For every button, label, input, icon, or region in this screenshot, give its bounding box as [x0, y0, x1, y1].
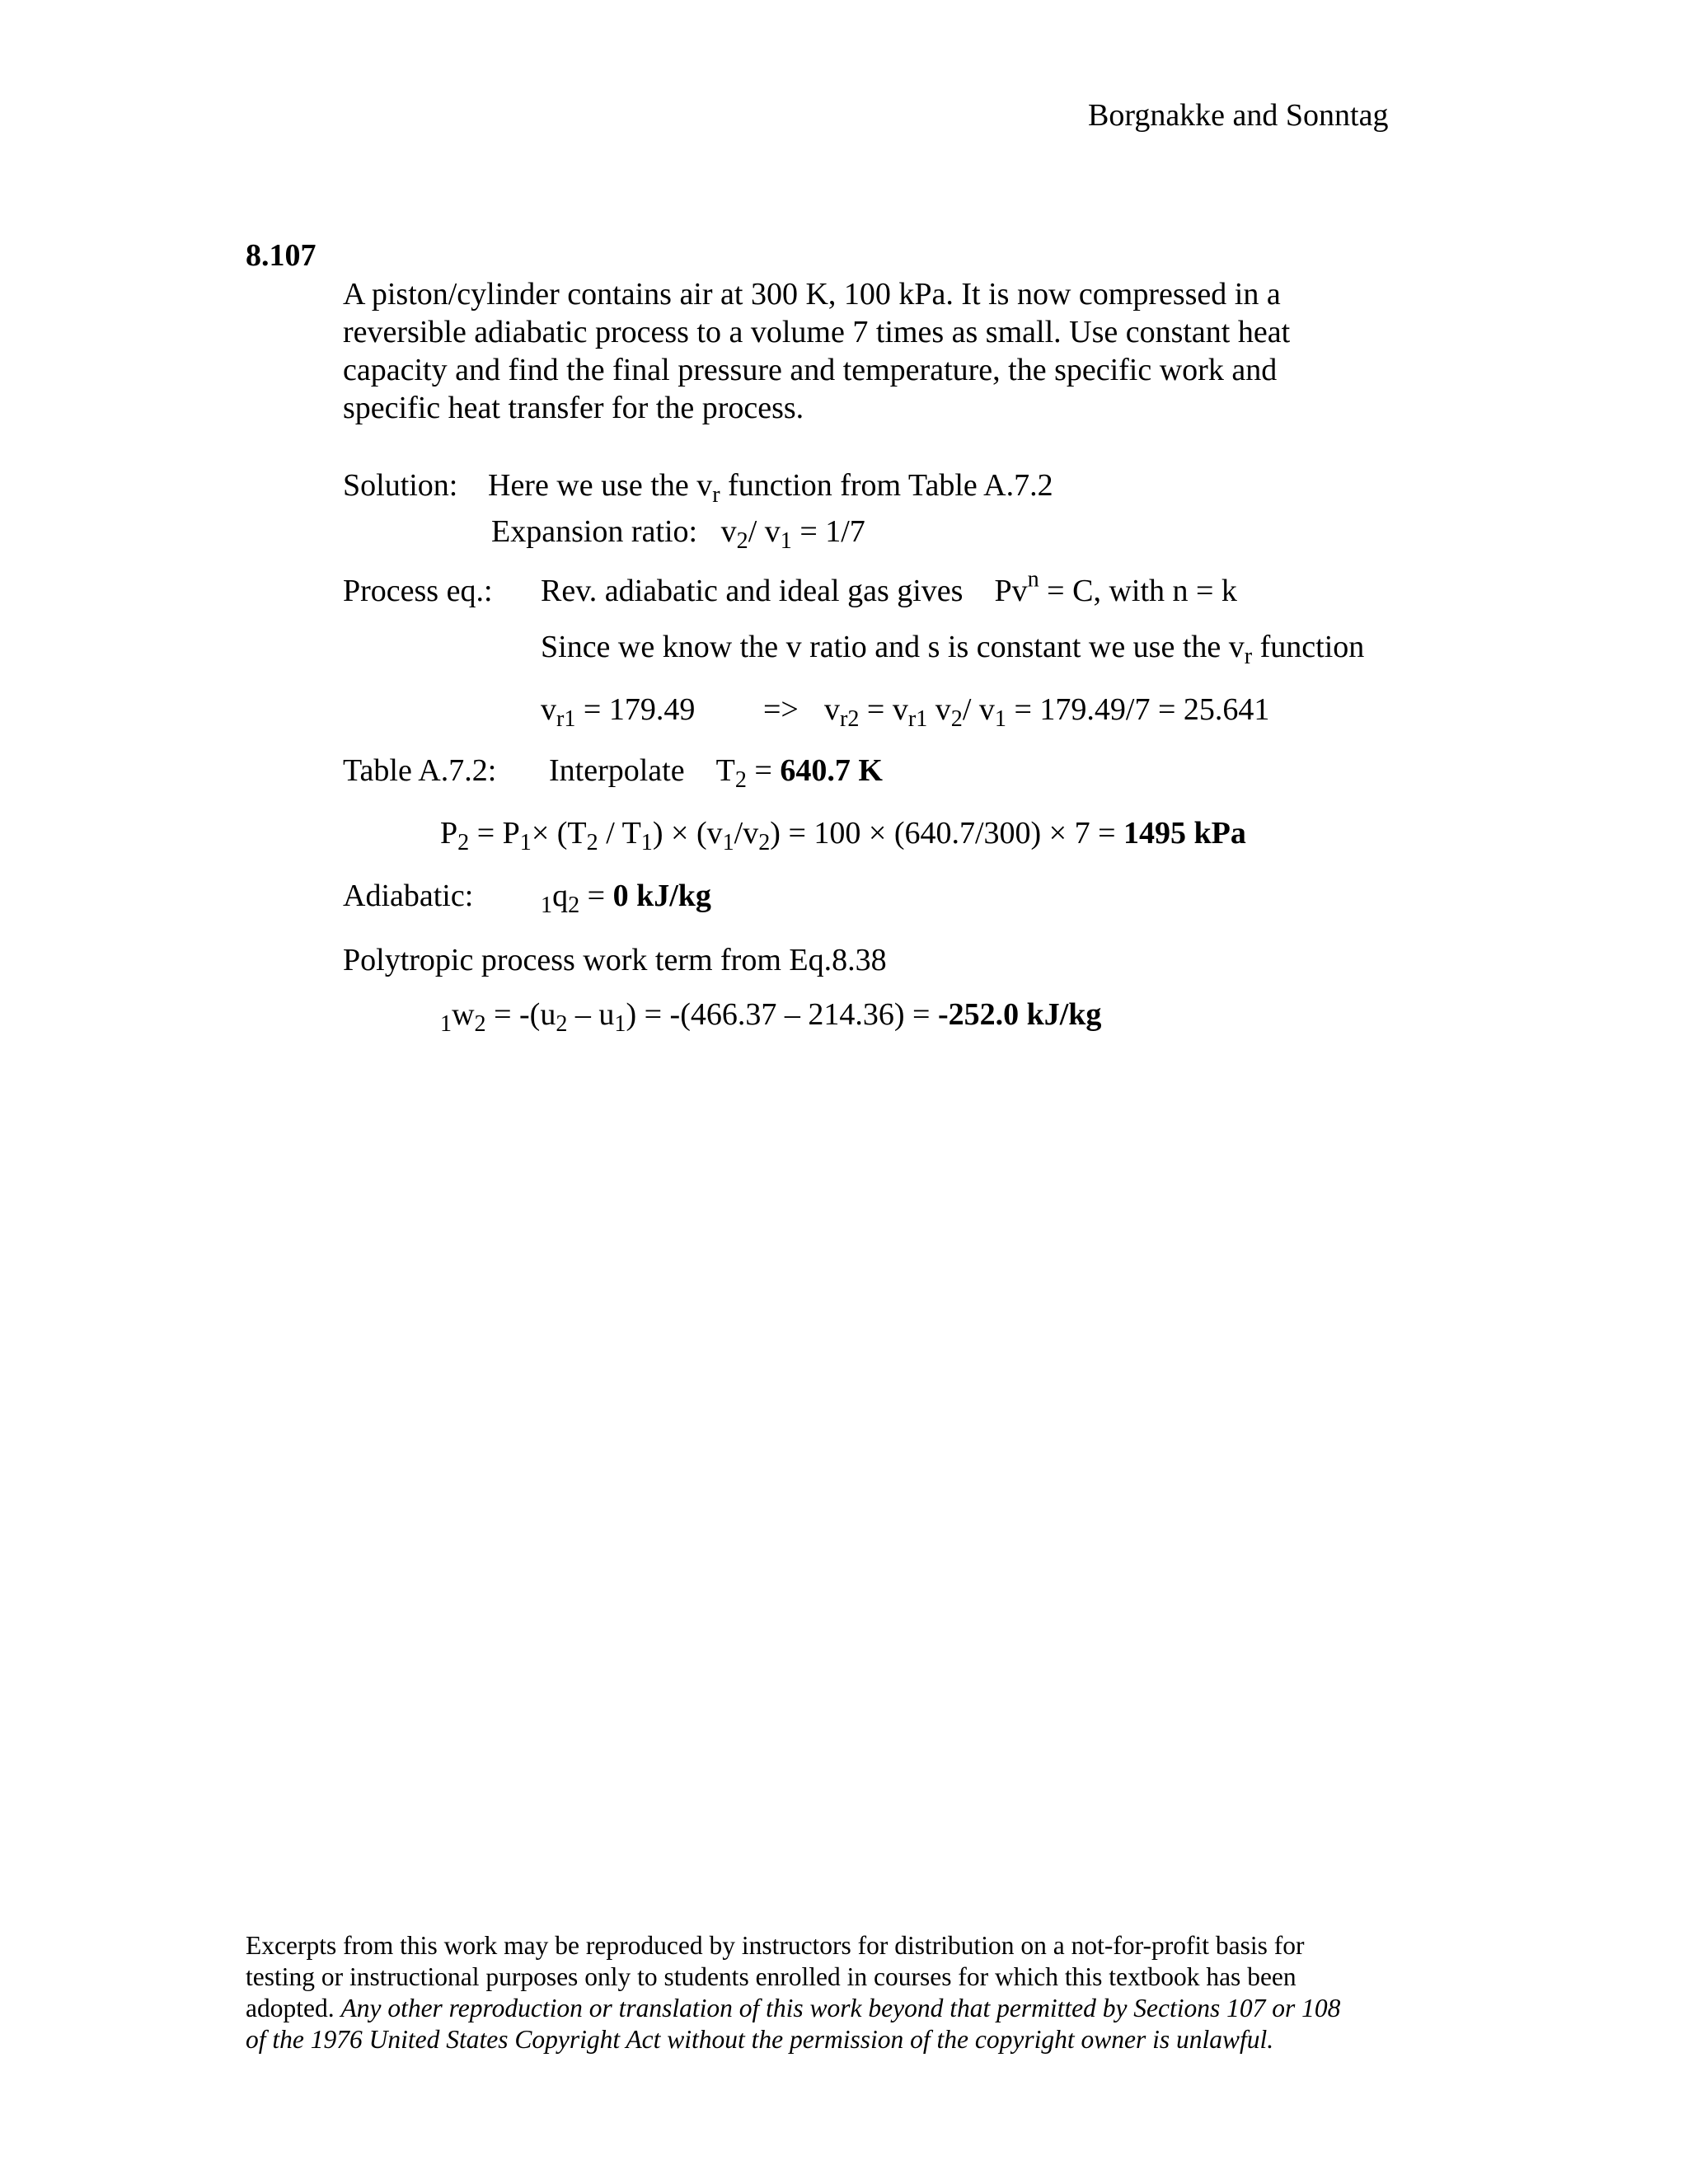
problem-statement-line: A piston/cylinder contains air at 300 K, 100 kPa. It is now compressed in a — [343, 277, 1281, 312]
vr2-eq-sub: r1 — [907, 705, 928, 732]
q-sub: 2 — [568, 892, 580, 918]
vr2-expression — [824, 691, 1270, 732]
footer-line: of the 1976 United States Copyright Act without the permission of the copyright owner is unlawful. — [246, 2025, 1274, 2054]
p2-e-sub: 2 — [758, 829, 771, 855]
footer-adopted: adopted. — [246, 1994, 341, 2022]
expansion-value: = 1/7 — [791, 514, 865, 549]
process-exponent: n — [1027, 566, 1039, 593]
w-a: = -(u — [485, 997, 556, 1032]
vr1-sub: r1 — [556, 705, 576, 732]
polytropic-line: Polytropic process work term from Eq.8.38 — [343, 943, 887, 977]
p2-result: 1495 kPa — [1123, 816, 1246, 851]
vr2-sub: r2 — [840, 705, 860, 732]
since-line — [541, 628, 1365, 669]
vr2-v2: v — [927, 692, 951, 727]
interpolate-line — [549, 752, 883, 793]
t2-result: 640.7 K — [780, 753, 883, 788]
vr2-eq: = v — [859, 692, 908, 727]
problem-statement-line: capacity and find the final pressure and temperature, the specific work and — [343, 353, 1278, 387]
expansion-mid: / v — [748, 514, 781, 549]
w-result: -252.0 kJ/kg — [937, 997, 1102, 1032]
w-equation: $1w_2 = -(u_2 - u_1) = -(466.37 - 214.36) = -252.0$ kJ/kg — [440, 997, 1102, 1037]
w-c: ) = -(466.37 – 214.36) = — [626, 997, 938, 1032]
p2-b-sub: 2 — [586, 829, 598, 855]
vr1-symbol: v — [541, 692, 556, 727]
p2-d-sub: 1 — [722, 829, 734, 855]
q-symbol: q — [552, 879, 569, 913]
since-sub: r — [1244, 643, 1253, 669]
expansion-v2-sub: 2 — [736, 527, 748, 554]
expansion-v2: v — [720, 514, 737, 549]
expansion-ratio-line — [491, 513, 865, 554]
w-sub: 2 — [474, 1010, 486, 1037]
solution-label: Solution: — [343, 468, 458, 503]
adiabatic-label: Adiabatic: — [343, 879, 474, 913]
w-symbol: w — [452, 997, 475, 1032]
p2-b: × (T — [531, 816, 587, 851]
p2-equation — [440, 814, 1246, 855]
p2-c: / T — [598, 816, 641, 851]
t2-symbol: T — [715, 753, 735, 788]
solution-intro — [488, 466, 1053, 508]
header-authors: Borgnakke and Sonntag — [1088, 98, 1389, 133]
vr2-v1: / v — [962, 692, 995, 727]
process-equation — [541, 566, 1237, 610]
solution-intro-text-end: function from Table A.7.2 — [720, 468, 1053, 503]
p2-e: /v — [734, 816, 759, 851]
process-label: Process eq.: — [343, 574, 493, 608]
process-pv: Pv — [994, 574, 1028, 608]
p2-sub: 2 — [457, 829, 470, 855]
problem-statement-line: reversible adiabatic process to a volume 7 times as small. Use constant heat — [343, 315, 1291, 349]
q-equation: $1q_2 = 0$ kJ/kg — [541, 879, 711, 918]
footer-warning: Any other reproduction or translation of this work beyond that permitted by Sections 107 or 108 — [340, 1994, 1341, 2022]
solution-intro-text: Here we use the v — [488, 468, 713, 503]
p2-c-sub: 1 — [640, 829, 653, 855]
vr1-value: = 179.49 — [575, 692, 696, 727]
t2-sub: 2 — [734, 766, 747, 793]
p2-symbol: P — [440, 816, 458, 851]
expansion-ratio-label: Expansion ratio: — [491, 514, 698, 549]
footer-line: testing or instructional purposes only to students enrolled in courses for which this textbook has been — [246, 1962, 1296, 1991]
process-tail: = C, with n = k — [1039, 574, 1237, 608]
since-text: Since we know the v ratio and s is constant we use the v — [541, 630, 1245, 664]
footer-line: Excerpts from this work may be reproduced by instructors for distribution on a not-for-profit basis for — [246, 1931, 1305, 1960]
t2-eq: = — [746, 753, 781, 788]
vr1-expression — [541, 691, 696, 732]
p2-a-sub: 1 — [519, 829, 532, 855]
footer-line — [246, 1993, 1340, 2024]
vr2-v2-sub: 2 — [950, 705, 963, 732]
q-eq: = — [579, 879, 613, 913]
vr2-result: = 179.49/7 = 25.641 — [1006, 692, 1270, 727]
p2-d: ) × (v — [652, 816, 723, 851]
q-result: 0 kJ/kg — [612, 879, 711, 913]
w-b: – u — [567, 997, 615, 1032]
problem-statement-line: specific heat transfer for the process. — [343, 391, 804, 425]
p2-a: = P — [469, 816, 520, 851]
process-text: Rev. adiabatic and ideal gas gives — [541, 574, 964, 608]
interpolate-text: Interpolate — [549, 753, 685, 788]
p2-f: ) = 100 × (640.7/300) × 7 = — [770, 816, 1124, 851]
since-tail: function — [1252, 630, 1365, 664]
w-a-sub: 2 — [556, 1010, 568, 1037]
solution-intro-sub: r — [712, 481, 720, 508]
problem-number: 8.107 — [246, 238, 316, 273]
vr2-symbol: v — [824, 692, 840, 727]
expansion-v1-sub: 1 — [780, 527, 792, 554]
vr2-v1-sub: 1 — [994, 705, 1006, 732]
vr-arrow: => — [763, 692, 799, 727]
w-b-sub: 1 — [614, 1010, 626, 1037]
table-label: Table A.7.2: — [343, 753, 497, 788]
